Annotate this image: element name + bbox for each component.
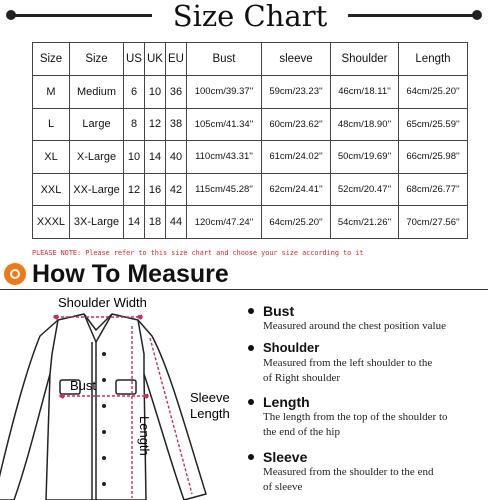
title-dot-right bbox=[472, 10, 482, 20]
table-cell: 6 bbox=[124, 76, 145, 109]
table-cell: 64cm/25.20'' bbox=[262, 206, 331, 239]
measure-name: Sleeve bbox=[248, 449, 484, 465]
col-header: Length bbox=[399, 43, 468, 76]
measure-item-length bbox=[248, 394, 484, 440]
table-cell: 14 bbox=[124, 206, 145, 239]
size-note: PLEASE NOTE: Please refer to this size chart and choose your size according to it bbox=[32, 249, 364, 257]
measure-desc: Measured from the shoulder to the end bbox=[263, 466, 434, 478]
table-header-row bbox=[33, 43, 468, 76]
measure-name: Shoulder bbox=[248, 340, 484, 356]
table-cell: Medium bbox=[70, 76, 124, 109]
table-cell: Large bbox=[70, 108, 124, 141]
table-row bbox=[33, 173, 468, 206]
measure-desc: The length from the top of the shoulder to bbox=[263, 411, 448, 423]
col-header: Size bbox=[33, 43, 70, 76]
table-cell: 38 bbox=[166, 108, 187, 141]
title-rule-left bbox=[12, 14, 152, 17]
size-table bbox=[32, 42, 468, 239]
table-cell: 48cm/18.90'' bbox=[331, 108, 399, 141]
measure-desc: of Right shoulder bbox=[263, 372, 340, 384]
table-cell: 100cm/39.37'' bbox=[187, 76, 262, 109]
size-table-wrapper bbox=[32, 42, 467, 239]
table-cell: 65cm/25.59'' bbox=[399, 108, 468, 141]
table-row bbox=[33, 76, 468, 109]
col-header: UK bbox=[145, 43, 166, 76]
table-cell: 70cm/27.56'' bbox=[399, 206, 468, 239]
measure-desc: of sleeve bbox=[263, 481, 303, 493]
col-header: Shoulder bbox=[331, 43, 399, 76]
col-header: Size bbox=[70, 43, 124, 76]
measure-name: Bust bbox=[248, 303, 484, 319]
table-cell: 62cm/24.41'' bbox=[262, 173, 331, 206]
table-cell: 120cm/47.24'' bbox=[187, 206, 262, 239]
section-title: How To Measure bbox=[32, 260, 229, 288]
table-cell: 59cm/23.23'' bbox=[262, 76, 331, 109]
table-cell: 64cm/25.20'' bbox=[399, 76, 468, 109]
measure-item-sleeve bbox=[248, 449, 484, 495]
col-header: sleeve bbox=[262, 43, 331, 76]
table-cell: 46cm/18.11'' bbox=[331, 76, 399, 109]
measure-desc: Measured around the chest position value bbox=[263, 320, 446, 332]
table-cell: 16 bbox=[145, 173, 166, 206]
table-cell: 60cm/23.62'' bbox=[262, 108, 331, 141]
measure-lines bbox=[54, 315, 192, 498]
table-cell: 3X-Large bbox=[70, 206, 124, 239]
page-title: Size Chart bbox=[172, 0, 328, 33]
table-cell: 14 bbox=[145, 141, 166, 174]
table-cell: 42 bbox=[166, 173, 187, 206]
table-cell: 12 bbox=[145, 108, 166, 141]
measure-item-shoulder bbox=[248, 340, 484, 386]
title-rule-right bbox=[348, 14, 476, 17]
measure-name: Length bbox=[248, 394, 484, 410]
col-header: EU bbox=[166, 43, 187, 76]
shirt-buttons bbox=[102, 352, 106, 486]
table-cell: 50cm/19.69'' bbox=[331, 141, 399, 174]
table-cell: 61cm/24.02'' bbox=[262, 141, 331, 174]
measure-item-bust bbox=[248, 303, 484, 334]
table-cell: 18 bbox=[145, 206, 166, 239]
table-row bbox=[33, 141, 468, 174]
table-cell: XXL bbox=[33, 173, 70, 206]
table-cell: 12 bbox=[124, 173, 145, 206]
shirt-diagram bbox=[0, 290, 240, 500]
table-cell: 105cm/41.34'' bbox=[187, 108, 262, 141]
size-chart-header bbox=[0, 0, 488, 36]
table-row bbox=[33, 206, 468, 239]
table-cell: M bbox=[33, 76, 70, 109]
table-cell: XL bbox=[33, 141, 70, 174]
table-cell: 66cm/25.98'' bbox=[399, 141, 468, 174]
table-cell: 10 bbox=[145, 76, 166, 109]
table-cell: 52cm/20.47'' bbox=[331, 173, 399, 206]
table-cell: 10 bbox=[124, 141, 145, 174]
table-cell: 36 bbox=[166, 76, 187, 109]
col-header: US bbox=[124, 43, 145, 76]
col-header: Bust bbox=[187, 43, 262, 76]
label-bust: Bust bbox=[70, 378, 97, 393]
table-row bbox=[33, 108, 468, 141]
table-cell: XX-Large bbox=[70, 173, 124, 206]
table-cell: L bbox=[33, 108, 70, 141]
label-sleeve: Sleeve bbox=[190, 390, 230, 405]
measure-desc: Measured from the left shoulder to the bbox=[263, 357, 433, 369]
label-length: Length bbox=[137, 416, 152, 456]
table-cell: 115cm/45.28'' bbox=[187, 173, 262, 206]
table-cell: 44 bbox=[166, 206, 187, 239]
table-cell: X-Large bbox=[70, 141, 124, 174]
table-cell: 68cm/26.77'' bbox=[399, 173, 468, 206]
table-cell: 54cm/21.26'' bbox=[331, 206, 399, 239]
table-cell: 40 bbox=[166, 141, 187, 174]
label-shoulder-width: Shoulder Width bbox=[58, 295, 147, 310]
table-cell: 8 bbox=[124, 108, 145, 141]
label-sleeve-length: Length bbox=[190, 406, 230, 421]
table-cell: 110cm/43.31'' bbox=[187, 141, 262, 174]
target-icon bbox=[4, 263, 26, 285]
table-cell: XXXL bbox=[33, 206, 70, 239]
measure-desc: the end of the hip bbox=[263, 426, 340, 438]
